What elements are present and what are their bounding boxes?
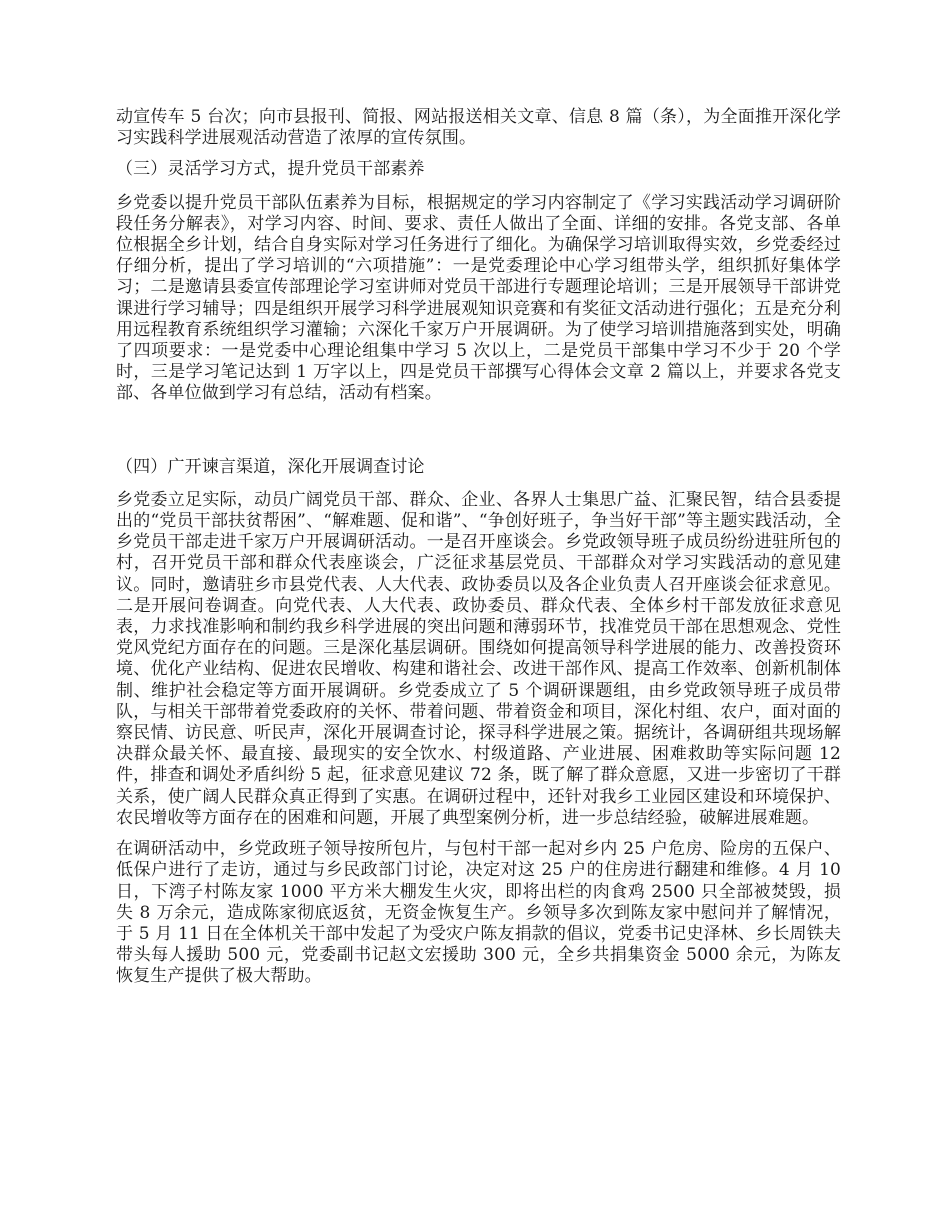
paragraph-research-activities: 乡党委立足实际，动员广阔党员干部、群众、企业、各界人士集思广益、汇聚民智，结合县委提出的“党员干部扶贫帮困”、“解难题、促和谐”、“争创好班子，争当好干部”等主题实践活动，全乡党员干部走进千家万户开展调研活动。一是召开座谈会。乡党政领导班子成员纷纷进驻所包的村，召开党员干部和群众代表座谈会，广泛征求基层党员、干部群众对学习实践活动的意见建议。同时，邀请驻乡市县党代表、人大代表、政协委员以及各企业负责人召开座谈会征求意见。二是开展问卷调查。向党代表、人大代表、政协委员、群众代表、全体乡村干部发放征求意见表，力求找准影响和制约我乡科学进展的突出问题和薄弱环节，找准党员干部在思想观念、党性党风党纪方面存在的问题。三是深化基层调研。围绕如何提高领导科学进展的能力、改善投资环境、优化产业结构、促进农民增收、构建和谐社会、改进干部作风、提高工作效率、创新机制体制、维护社会稳定等方面开展调研。乡党委成立了 5 个调研课题组，由乡党政领导班子成员带队，与相关干部带着党委政府的关怀、带着问题、带着资金和项目，深化村组、农户，面对面的察民情、访民意、听民声，深化开展调查讨论，探寻科学进展之策。据统计，各调研组共现场解决群众最关怀、最直接、最现实的安全饮水、村级道路、产业进展、困难救助等实际问题 12 件，排查和调处矛盾纠纷 5 起，征求意见建议 72 条，既了解了群众意愿，又进一步密切了干群关系，使广阔人民群众真正得到了实惠。在调研过程中，还针对我乡工业园区建设和环境保护、农民增收等方面存在的困难和问题，开展了典型案例分析，进一步总结经验，破解进展难题。 [116, 489, 841, 828]
paragraph-relief-activities: 在调研活动中，乡党政班子领导按所包片，与包村干部一起对乡内 25 户危房、险房的五保户、低保户进行了走访，通过与乡民政部门讨论，决定对这 25 户的住房进行翻建和维修。4 月 10 日，下湾子村陈友家 1000 平方米大棚发生火灾，即将出栏的肉食鸡 2500 只全部被焚毁，损失 8 万余元，造成陈家彻底返贫，无资金恢复生产。乡领导多次到陈友家中慰问并了解情况，于 5 月 11 日在全体机关干部中发起了为受灾户陈友捐款的倡议，党委书记史泽林、乡长周铁夫带头每人援助 500 元，党委副书记赵文宏援助 300 元，全乡共捐集资金 5000 余元，为陈友恢复生产提供了极大帮助。 [116, 839, 841, 987]
paragraph-publicity: 动宣传车 5 台次；向市县报刊、简报、网站报送相关文章、信息 8 篇（条），为全面推开深化学习实践科学进展观活动营造了浓厚的宣传氛围。 [116, 107, 841, 149]
document-page [116, 107, 841, 988]
section-heading-three: （三）灵活学习方式，提升党员干部素养 [116, 159, 425, 180]
paragraph-study-measures: 乡党委以提升党员干部队伍素养为目标，根据规定的学习内容制定了《学习实践活动学习调研阶段任务分解表》，对学习内容、时间、要求、责任人做出了全面、详细的安排。各党支部、各单位根据全乡计划，结合自身实际对学习任务进行了细化。为确保学习培训取得实效，乡党委经过仔细分析，提出了学习培训的“六项措施”：一是党委理论中心学习组带头学，组织抓好集体学习；二是邀请县委宣传部理论学习室讲师对党员干部进行专题理论培训；三是开展领导干部讲党课进行学习辅导；四是组织开展学习科学进展观知识竞赛和有奖征文活动进行强化；五是充分利用远程教育系统组织学习灌输；六深化千家万户开展调研。为了使学习培训措施落到实处，明确了四项要求：一是党委中心理论组集中学习 5 次以上，二是党员干部集中学习不少于 20 个学时，三是学习笔记达到 1 万字以上，四是党员干部撰写心得体会文章 2 篇以上，并要求各党支部、各单位做到学习有总结，活动有档案。 [116, 192, 841, 404]
section-heading-four: （四）广开谏言渠道，深化开展调查讨论 [116, 456, 425, 477]
